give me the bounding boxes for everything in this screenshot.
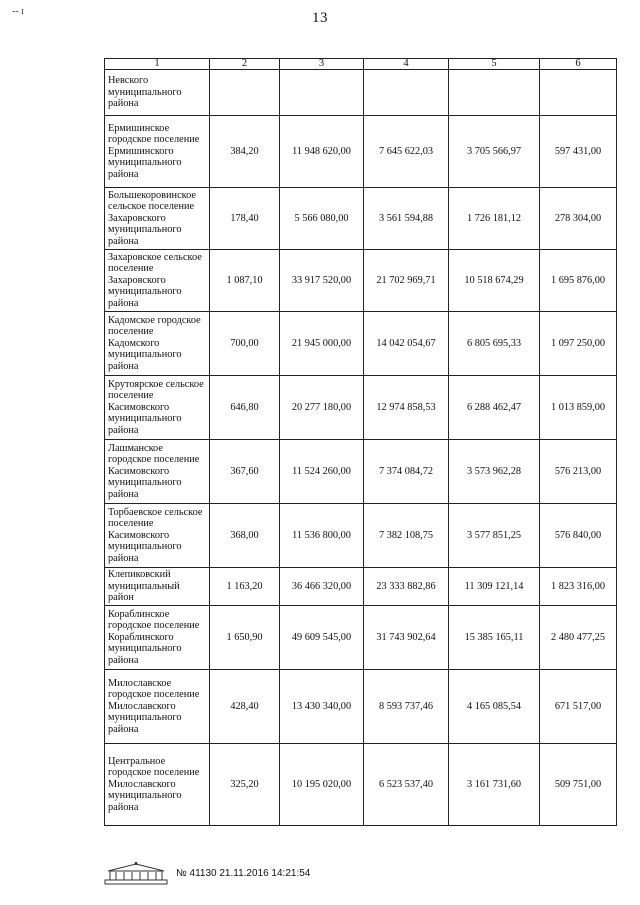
municipality-name-cell: Лашманское городское поселение Касимовского муниципального района [105, 440, 210, 504]
value-cell: 597 431,00 [540, 116, 617, 188]
value-cell: 7 645 622,03 [364, 116, 449, 188]
value-cell: 23 333 882,86 [364, 568, 449, 606]
value-cell: 36 466 320,00 [280, 568, 364, 606]
table-row [105, 250, 617, 312]
value-cell: 2 480 477,25 [540, 606, 617, 670]
value-cell: 5 566 080,00 [280, 188, 364, 250]
value-cell: 509 751,00 [540, 744, 617, 826]
table-row [105, 188, 617, 250]
value-cell: 21 702 969,71 [364, 250, 449, 312]
column-header: 2 [210, 59, 280, 70]
value-cell: 1 013 859,00 [540, 376, 617, 440]
value-cell [210, 70, 280, 116]
value-cell: 1 097 250,00 [540, 312, 617, 376]
value-cell: 3 561 594,88 [364, 188, 449, 250]
value-cell: 11 524 260,00 [280, 440, 364, 504]
table-row [105, 440, 617, 504]
municipality-name-cell: Милославское городское поселение Милославского муниципального района [105, 670, 210, 744]
value-cell: 15 385 165,11 [449, 606, 540, 670]
table-row [105, 568, 617, 606]
value-cell: 10 518 674,29 [449, 250, 540, 312]
value-cell: 671 517,00 [540, 670, 617, 744]
value-cell [364, 70, 449, 116]
value-cell: 1 087,10 [210, 250, 280, 312]
value-cell [540, 70, 617, 116]
value-cell [280, 70, 364, 116]
value-cell: 1 695 876,00 [540, 250, 617, 312]
value-cell: 278 304,00 [540, 188, 617, 250]
value-cell: 8 593 737,46 [364, 670, 449, 744]
value-cell: 1 650,90 [210, 606, 280, 670]
value-cell: 3 705 566,97 [449, 116, 540, 188]
municipality-name-cell: Большекоровинское сельское поселение Захаровского муниципального района [105, 188, 210, 250]
column-header: 1 [105, 59, 210, 70]
value-cell: 13 430 340,00 [280, 670, 364, 744]
value-cell: 11 309 121,14 [449, 568, 540, 606]
scan-artifact-mark: -‐ ɪ [12, 6, 24, 17]
value-cell: 6 523 537,40 [364, 744, 449, 826]
municipality-name-cell: Захаровское сельское поселение Захаровского муниципального района [105, 250, 210, 312]
table-row [105, 606, 617, 670]
value-cell: 1 823 316,00 [540, 568, 617, 606]
value-cell: 6 288 462,47 [449, 376, 540, 440]
value-cell: 33 917 520,00 [280, 250, 364, 312]
building-emblem-icon [104, 861, 168, 885]
column-header: 3 [280, 59, 364, 70]
value-cell: 3 577 851,25 [449, 504, 540, 568]
municipality-name-cell: Невского муниципального района [105, 70, 210, 116]
page-number: 13 [312, 10, 328, 26]
value-cell: 31 743 902,64 [364, 606, 449, 670]
value-cell: 646,80 [210, 376, 280, 440]
value-cell: 12 974 858,53 [364, 376, 449, 440]
table-row [105, 116, 617, 188]
value-cell: 3 573 962,28 [449, 440, 540, 504]
value-cell: 10 195 020,00 [280, 744, 364, 826]
value-cell: 14 042 054,67 [364, 312, 449, 376]
value-cell: 21 945 000,00 [280, 312, 364, 376]
document-registration-info: № 41130 21.11.2016 14:21:54 [176, 867, 311, 879]
value-cell: 576 840,00 [540, 504, 617, 568]
value-cell: 20 277 180,00 [280, 376, 364, 440]
table-header-row [105, 59, 617, 70]
municipality-name-cell: Кораблинское городское поселение Кораблинского муниципального района [105, 606, 210, 670]
table-row [105, 670, 617, 744]
column-header: 5 [449, 59, 540, 70]
value-cell: 1 163,20 [210, 568, 280, 606]
municipality-name-cell: Крутоярское сельское поселение Касимовского муниципального района [105, 376, 210, 440]
value-cell: 4 165 085,54 [449, 670, 540, 744]
column-header: 6 [540, 59, 617, 70]
value-cell: 384,20 [210, 116, 280, 188]
value-cell: 11 948 620,00 [280, 116, 364, 188]
value-cell: 11 536 800,00 [280, 504, 364, 568]
value-cell: 6 805 695,33 [449, 312, 540, 376]
municipality-name-cell: Торбаевское сельское поселение Касимовского муниципального района [105, 504, 210, 568]
municipality-name-cell: Ермишинское городское поселение Ермишинского муниципального района [105, 116, 210, 188]
municipality-name-cell: Центральное городское поселение Милославского муниципального района [105, 744, 210, 826]
value-cell: 428,40 [210, 670, 280, 744]
data-table [104, 58, 617, 826]
value-cell: 1 726 181,12 [449, 188, 540, 250]
value-cell: 7 374 084,72 [364, 440, 449, 504]
value-cell: 7 382 108,75 [364, 504, 449, 568]
table-row [105, 504, 617, 568]
municipality-name-cell: Клепиковский муниципальный район [105, 568, 210, 606]
table-row [105, 312, 617, 376]
table-row [105, 70, 617, 116]
document-footer [104, 860, 310, 886]
value-cell [449, 70, 540, 116]
table-row [105, 744, 617, 826]
table-row [105, 376, 617, 440]
value-cell: 3 161 731,60 [449, 744, 540, 826]
value-cell: 325,20 [210, 744, 280, 826]
value-cell: 367,60 [210, 440, 280, 504]
value-cell: 576 213,00 [540, 440, 617, 504]
value-cell: 49 609 545,00 [280, 606, 364, 670]
value-cell: 700,00 [210, 312, 280, 376]
column-header: 4 [364, 59, 449, 70]
municipality-name-cell: Кадомское городское поселение Кадомского муниципального района [105, 312, 210, 376]
value-cell: 178,40 [210, 188, 280, 250]
value-cell: 368,00 [210, 504, 280, 568]
